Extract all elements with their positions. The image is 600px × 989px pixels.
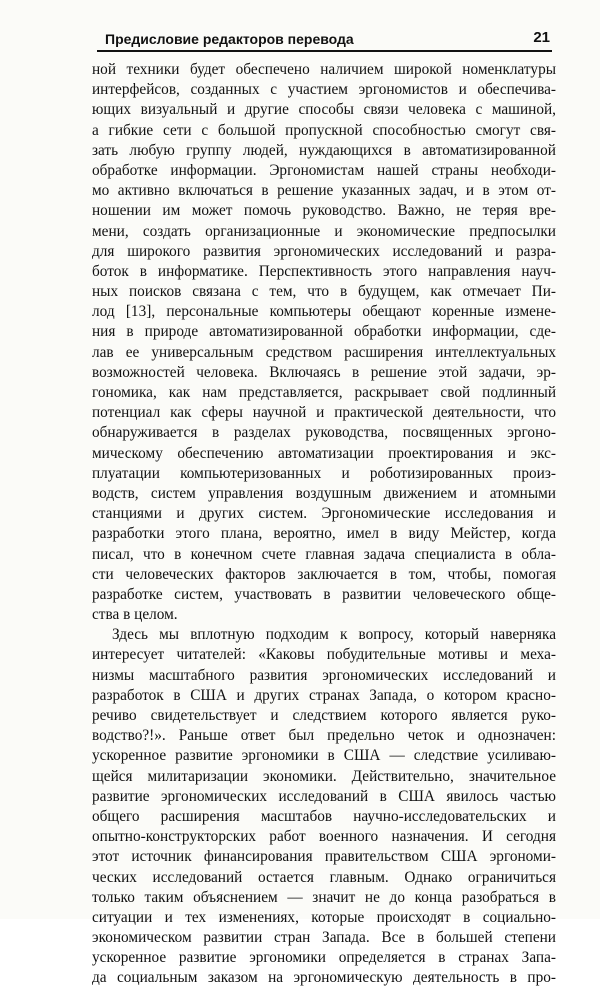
text-line: лав ее универсальным средством расширения интеллектуальных bbox=[92, 343, 556, 361]
paragraph-2 bbox=[92, 625, 556, 988]
text-line: а гибкие сети с большой пропускной способностью смогут свя- bbox=[92, 121, 556, 139]
text-line: плуатации компьютеризованных и роботизированных произ- bbox=[92, 464, 556, 482]
text-line: станциями и других систем. Эргономические исследования и bbox=[92, 505, 556, 523]
text-line: интересует читателей: «Каковы побудительные мотивы и меха- bbox=[92, 646, 556, 664]
text-line: лод [13], персональные компьютеры обещают коренные измене- bbox=[92, 303, 556, 321]
text-line: зать любую группу людей, нуждающихся в автоматизированной bbox=[92, 141, 556, 159]
text-line: да социальным заказом на эргономическую деятельность в про- bbox=[92, 969, 556, 987]
text-line: Здесь мы вплотную подходим к вопросу, который наверняка bbox=[112, 626, 556, 644]
text-line: разработке систем, участвовать в развитии человеческого обще- bbox=[92, 585, 556, 603]
text-line: мени, создать организационные и экономические предпосылки bbox=[92, 222, 556, 240]
text-line: гономика, как нам представляется, раскрывает свой подлинный bbox=[92, 384, 556, 401]
text-line: сти человеческих факторов заключается в том, чтобы, помогая bbox=[92, 565, 556, 583]
text-line: водств, систем управления воздушным движением и атомными bbox=[92, 484, 556, 502]
text-line: общего расширения масштабов научно-исследовательских и bbox=[92, 807, 556, 825]
text-line: ускоренное развитие эргономики определяется в странах Запа- bbox=[92, 949, 556, 967]
text-line: только таким объяснением — значит не до конца разобраться в bbox=[92, 888, 556, 906]
page-number: 21 bbox=[533, 29, 550, 46]
text-line: интерфейсов, созданных с участием эргономистов и обеспечива- bbox=[92, 81, 556, 99]
text-line: ческих исследований остается главным. Однако ограничиться bbox=[92, 868, 556, 886]
text-line: разработок в США и других странах Запада, о котором красно- bbox=[92, 686, 556, 704]
text-line: ющих визуальный и другие способы связи человека с машиной, bbox=[92, 101, 556, 119]
text-line: этот источник финансирования правительством США эргономи- bbox=[92, 848, 556, 866]
text-line: мо активно включаться в решение указанных задач, и в этом от- bbox=[92, 182, 556, 200]
text-line: водство?!». Раньше ответ был предельно четок и однозначен: bbox=[92, 727, 556, 745]
text-line: мическому обеспечению автоматизации проектирования и экс- bbox=[92, 444, 556, 462]
text-line: разработки этого плана, вероятно, имел в виду Мейстер, когда bbox=[92, 525, 556, 543]
text-line: ных поисков связана с тем, что в будущем, как отмечает Пи- bbox=[92, 283, 556, 301]
text-line: низмы масштабного развития эргономических исследований и bbox=[92, 666, 556, 684]
body-text bbox=[92, 60, 556, 989]
text-line: ной техники будет обеспечено наличием широкой номенклатуры bbox=[92, 61, 556, 78]
running-header bbox=[97, 28, 552, 52]
text-line: экономическом развитии стран Запада. Все в большей степени bbox=[92, 929, 556, 947]
text-line: развитие эргономических исследований в США явилось частью bbox=[92, 787, 556, 805]
text-line: для широкого развития эргономических исследований и разра- bbox=[92, 242, 556, 260]
text-line: обработке информации. Эргономистам нашей страны необходи- bbox=[92, 161, 556, 179]
text-line: ускоренное развитие эргономики в США — следствие усиливаю- bbox=[92, 747, 556, 765]
text-line: боток в информатике. Перспективность этого направления науч- bbox=[92, 262, 556, 280]
running-title: Предисловие редакторов перевода bbox=[105, 31, 354, 47]
text-line: ния в природе автоматизированной обработки информации, сде- bbox=[92, 323, 556, 341]
text-line: речиво свидетельствует и следствием которого является руко- bbox=[92, 707, 556, 724]
text-line: обнаруживается в разделах руководства, посвященных эргоно- bbox=[92, 424, 556, 442]
text-line: ношении им может помочь руководство. Важно, не теряя вре- bbox=[92, 202, 556, 220]
text-line: опытно-конструкторских работ военного назначения. И сегодня bbox=[92, 828, 556, 846]
text-line: писал, что в конечном счете главная задача специалиста в обла- bbox=[92, 545, 556, 563]
text-line: ситуации и тех изменениях, которые происходят в социально- bbox=[92, 908, 556, 926]
text-line: потенциал как сферы научной и практической деятельности, что bbox=[92, 404, 556, 422]
text-line: ства в целом. bbox=[92, 606, 178, 624]
text-line: щейся милитаризации экономики. Действительно, значительное bbox=[92, 767, 556, 785]
paragraph-1 bbox=[92, 60, 556, 625]
text-line: возможностей человека. Включаясь в решение этой задачи, эр- bbox=[92, 363, 556, 381]
